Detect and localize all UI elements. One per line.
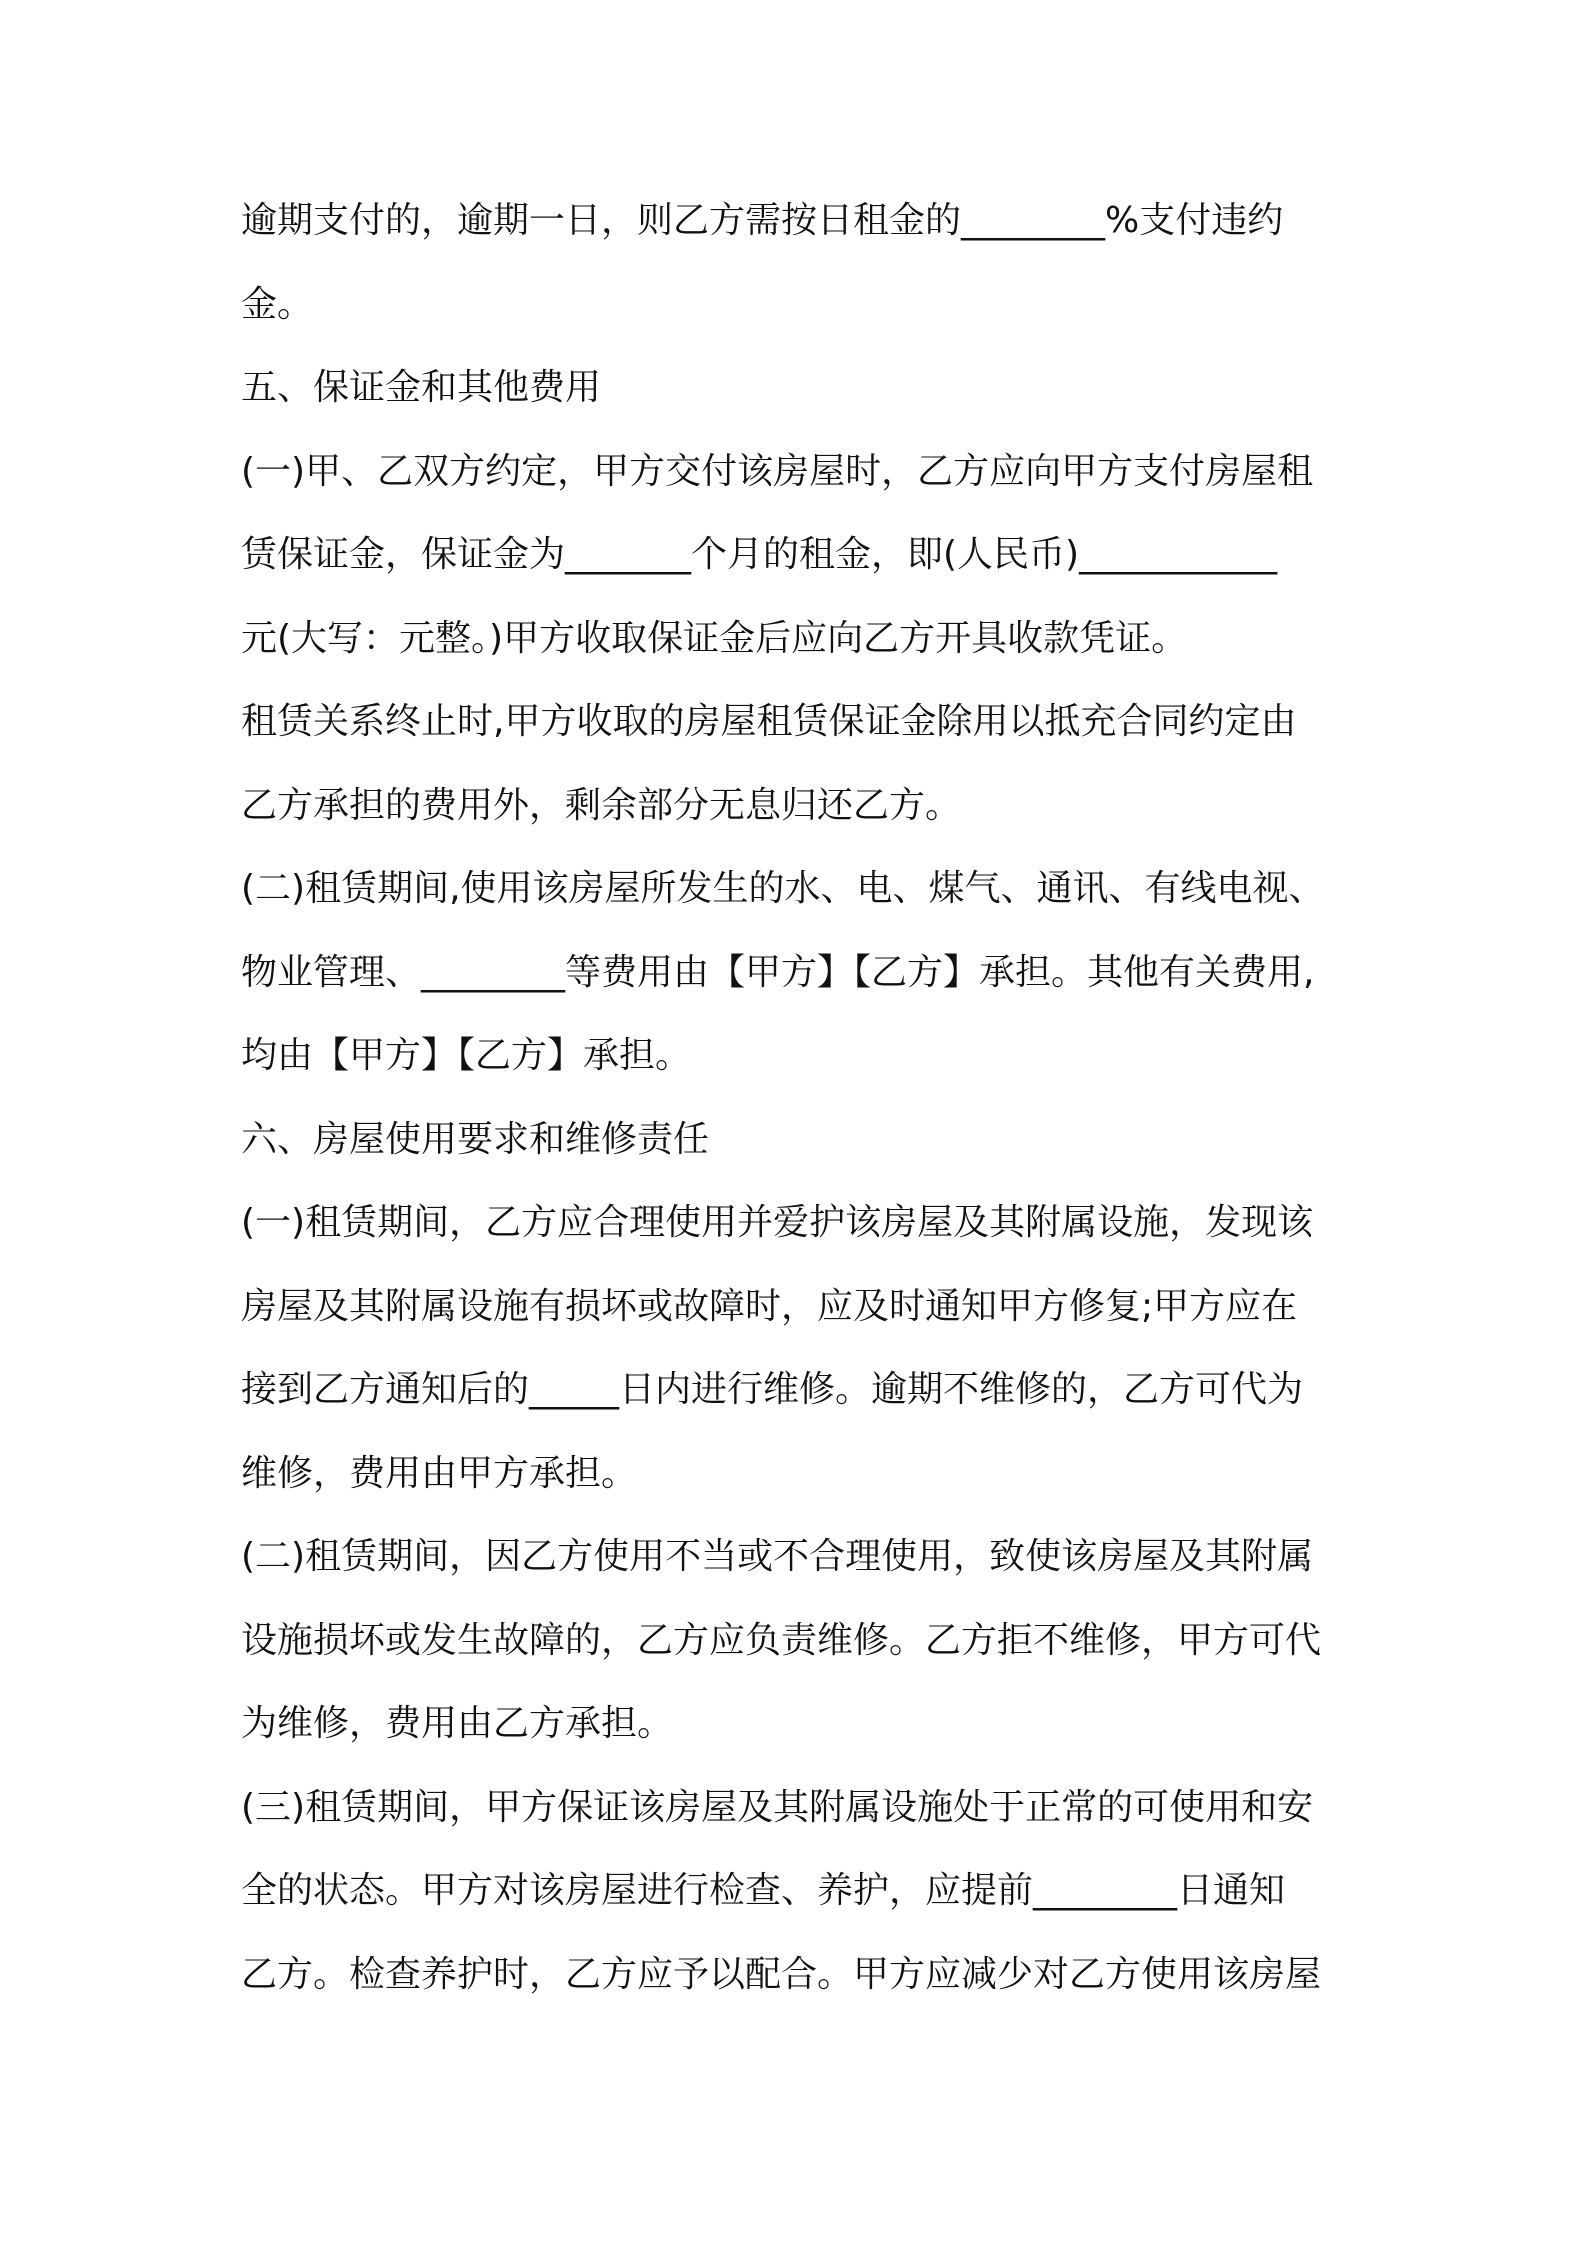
text-line: (一)甲、乙双方约定，甲方交付该房屋时，乙方应向甲方支付房屋租 [241,450,1314,492]
text-line: 物业管理、________等费用由【甲方】【乙方】承担。其他有关费用, [241,951,1315,993]
section-heading: 五、保证金和其他费用 [241,367,602,408]
text-line: (一)租赁期间，乙方应合理使用并爱护该房屋及其附属设施，发现该 [241,1202,1314,1243]
text-line: 租赁关系终止时,甲方收取的房屋租赁保证金除用以抵充合同约定由 [241,701,1297,742]
document-body [241,196,1361,2033]
text-line: 接到乙方通知后的_____日内进行维修。逾期不维修的，乙方可代为 [241,1369,1304,1410]
text-line: 元(大写：元整。)甲方收取保证金后应向乙方开具收款凭证。 [241,617,1188,659]
text-line: 维修，费用由甲方承担。 [241,1452,638,1494]
text-line: 乙方承担的费用外，剩余部分无息归还乙方。 [241,784,962,826]
text-line: (二)租赁期间,使用该房屋所发生的水、电、煤气、通讯、有线电视、 [241,868,1325,909]
text-line: 设施损坏或发生故障的，乙方应负责维修。乙方拒不维修，甲方可代 [241,1619,1322,1661]
text-line: 金。 [241,283,314,325]
section-heading: 六、房屋使用要求和维修责任 [241,1118,710,1160]
text-line: (三)租赁期间，甲方保证该房屋及其附属设施处于正常的可使用和安 [241,1786,1314,1828]
text-line: 为维修，费用由乙方承担。 [241,1703,674,1744]
text-line: 赁保证金，保证金为_______个月的租金，即(人民币)___________ [241,534,1278,575]
text-line: 房屋及其附属设施有损坏或故障时，应及时通知甲方修复;甲方应在 [241,1285,1298,1327]
text-line: 乙方。检查养护时，乙方应予以配合。甲方应减少对乙方使用该房屋 [241,1953,1322,1995]
text-line: (二)租赁期间，因乙方使用不当或不合理使用，致使该房屋及其附属 [241,1536,1314,1577]
text-line: 均由【甲方】【乙方】承担。 [241,1035,692,1076]
text-line: 全的状态。甲方对该房屋进行检查、养护，应提前________日通知 [241,1870,1286,1911]
text-line: 逾期支付的，逾期一日，则乙方需按日租金的________%支付违约 [241,200,1284,241]
